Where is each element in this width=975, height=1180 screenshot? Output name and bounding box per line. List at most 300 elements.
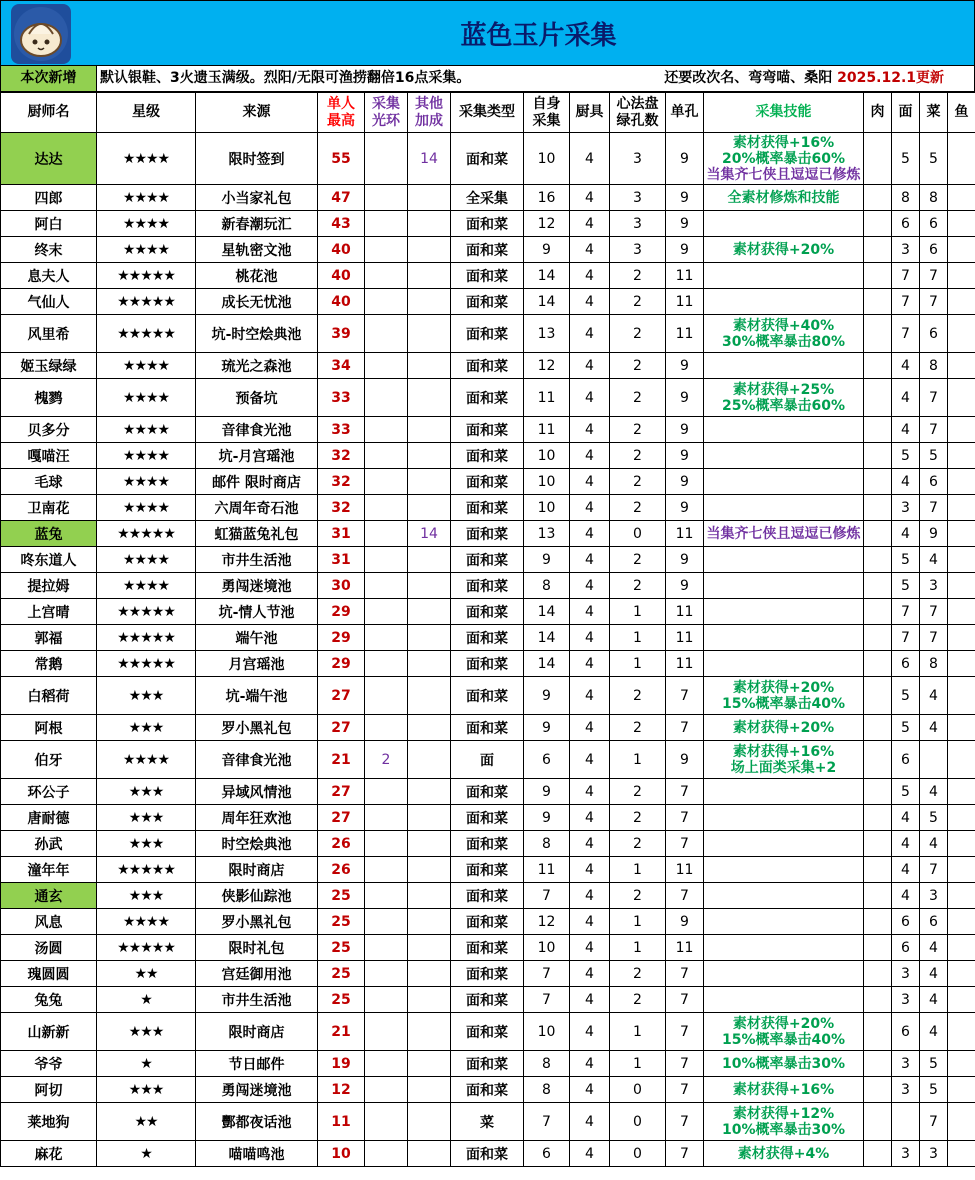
skill-line: 25%概率暴击60% xyxy=(721,397,846,414)
self-gather: 9 xyxy=(524,805,570,831)
chef-name: 阿根 xyxy=(1,715,97,741)
max-single: 25 xyxy=(318,961,365,987)
max-single: 21 xyxy=(318,1013,365,1051)
fish-value xyxy=(948,1077,975,1103)
noodle-value: 7 xyxy=(892,315,920,353)
star-rating: ★★★★★ xyxy=(97,935,196,961)
col-header: 来源 xyxy=(196,93,318,133)
gather-aura xyxy=(365,715,408,741)
self-gather: 10 xyxy=(524,469,570,495)
gather-aura xyxy=(365,443,408,469)
header-row xyxy=(1,93,975,133)
gather-skill xyxy=(704,831,864,857)
max-single: 33 xyxy=(318,417,365,443)
source: 喵喵鸣池 xyxy=(196,1141,318,1167)
noodle-value: 5 xyxy=(892,547,920,573)
meat-value xyxy=(864,495,892,521)
kitchenware: 4 xyxy=(570,1051,610,1077)
chef-name: 郭福 xyxy=(1,625,97,651)
table-row xyxy=(1,935,975,961)
noodle-value: 6 xyxy=(892,211,920,237)
max-single: 25 xyxy=(318,883,365,909)
fish-value xyxy=(948,573,975,599)
skill-line: 素材获得+20% xyxy=(732,241,835,258)
max-single: 27 xyxy=(318,779,365,805)
noodle-value: 3 xyxy=(892,495,920,521)
chef-name: 潼年年 xyxy=(1,857,97,883)
max-single: 32 xyxy=(318,495,365,521)
chef-name: 达达 xyxy=(1,133,97,185)
source: 邮件 限时商店 xyxy=(196,469,318,495)
skill-line: 素材获得+16% xyxy=(732,1081,835,1098)
green-slots: 2 xyxy=(610,443,666,469)
veg-value: 7 xyxy=(920,599,948,625)
self-gather: 9 xyxy=(524,547,570,573)
veg-value: 4 xyxy=(920,547,948,573)
gather-type: 面和菜 xyxy=(451,831,524,857)
kitchenware: 4 xyxy=(570,805,610,831)
kitchenware: 4 xyxy=(570,909,610,935)
source: 成长无忧池 xyxy=(196,289,318,315)
star-rating: ★★★★★ xyxy=(97,651,196,677)
fish-value xyxy=(948,1103,975,1141)
source: 坑-月宫瑶池 xyxy=(196,443,318,469)
source: 坑-时空烩典池 xyxy=(196,315,318,353)
fish-value xyxy=(948,831,975,857)
meat-value xyxy=(864,625,892,651)
other-bonus xyxy=(408,573,451,599)
gather-skill xyxy=(704,909,864,935)
fish-value xyxy=(948,987,975,1013)
kitchenware: 4 xyxy=(570,857,610,883)
gather-skill xyxy=(704,443,864,469)
meat-value xyxy=(864,1103,892,1141)
veg-value xyxy=(920,741,948,779)
veg-value: 4 xyxy=(920,677,948,715)
veg-value: 3 xyxy=(920,573,948,599)
star-rating: ★★★★ xyxy=(97,211,196,237)
self-gather: 7 xyxy=(524,961,570,987)
kitchenware: 4 xyxy=(570,547,610,573)
single-slot: 7 xyxy=(666,831,704,857)
gather-type: 面和菜 xyxy=(451,1051,524,1077)
veg-value: 7 xyxy=(920,495,948,521)
table-row xyxy=(1,417,975,443)
gather-type: 面和菜 xyxy=(451,573,524,599)
other-bonus xyxy=(408,547,451,573)
star-rating: ★★★★ xyxy=(97,353,196,379)
col-header: 肉 xyxy=(864,93,892,133)
star-rating: ★★★★ xyxy=(97,547,196,573)
table-row xyxy=(1,263,975,289)
source: 侠影仙踪池 xyxy=(196,883,318,909)
gather-aura xyxy=(365,831,408,857)
meat-value xyxy=(864,741,892,779)
green-slots: 2 xyxy=(610,289,666,315)
max-single: 19 xyxy=(318,1051,365,1077)
single-slot: 11 xyxy=(666,625,704,651)
veg-value: 7 xyxy=(920,625,948,651)
single-slot: 7 xyxy=(666,961,704,987)
fish-value xyxy=(948,909,975,935)
col-header: 面 xyxy=(892,93,920,133)
green-slots: 1 xyxy=(610,1051,666,1077)
col-header: 鱼 xyxy=(948,93,975,133)
kitchenware: 4 xyxy=(570,715,610,741)
fish-value xyxy=(948,1051,975,1077)
table-row xyxy=(1,237,975,263)
fish-value xyxy=(948,263,975,289)
max-single: 26 xyxy=(318,831,365,857)
gather-type: 面 xyxy=(451,741,524,779)
other-bonus xyxy=(408,289,451,315)
max-single: 33 xyxy=(318,379,365,417)
single-slot: 9 xyxy=(666,547,704,573)
noodle-value: 5 xyxy=(892,779,920,805)
single-slot: 9 xyxy=(666,133,704,185)
green-slots: 1 xyxy=(610,1013,666,1051)
skill-line: 10%概率暴击30% xyxy=(721,1121,846,1138)
fish-value xyxy=(948,547,975,573)
star-rating: ★ xyxy=(97,987,196,1013)
kitchenware: 4 xyxy=(570,987,610,1013)
fish-value xyxy=(948,353,975,379)
noodle-value: 5 xyxy=(892,677,920,715)
single-slot: 9 xyxy=(666,237,704,263)
max-single: 30 xyxy=(318,573,365,599)
meat-value xyxy=(864,573,892,599)
table-row xyxy=(1,883,975,909)
skill-line: 素材获得+16% xyxy=(732,134,835,151)
fish-value xyxy=(948,133,975,185)
gather-type: 面和菜 xyxy=(451,961,524,987)
kitchenware: 4 xyxy=(570,315,610,353)
other-bonus xyxy=(408,495,451,521)
gather-aura: 2 xyxy=(365,741,408,779)
green-slots: 1 xyxy=(610,741,666,779)
meat-value xyxy=(864,315,892,353)
source: 限时商店 xyxy=(196,857,318,883)
star-rating: ★★★★★ xyxy=(97,315,196,353)
other-bonus xyxy=(408,651,451,677)
gather-skill xyxy=(704,741,864,779)
chef-name: 麻花 xyxy=(1,1141,97,1167)
noodle-value: 5 xyxy=(892,133,920,185)
kitchenware: 4 xyxy=(570,495,610,521)
self-gather: 14 xyxy=(524,625,570,651)
other-bonus xyxy=(408,185,451,211)
star-rating: ★★★★ xyxy=(97,909,196,935)
fish-value xyxy=(948,315,975,353)
other-bonus xyxy=(408,857,451,883)
gather-aura xyxy=(365,961,408,987)
source: 勇闯迷境池 xyxy=(196,1077,318,1103)
veg-value: 7 xyxy=(920,289,948,315)
gather-aura xyxy=(365,379,408,417)
other-bonus xyxy=(408,715,451,741)
gather-type: 面和菜 xyxy=(451,883,524,909)
veg-value: 7 xyxy=(920,1103,948,1141)
max-single: 31 xyxy=(318,547,365,573)
gather-skill xyxy=(704,211,864,237)
gather-type: 面和菜 xyxy=(451,495,524,521)
green-slots: 2 xyxy=(610,779,666,805)
single-slot: 9 xyxy=(666,443,704,469)
chef-name: 卫南花 xyxy=(1,495,97,521)
fish-value xyxy=(948,211,975,237)
kitchenware: 4 xyxy=(570,1103,610,1141)
fish-value xyxy=(948,379,975,417)
kitchenware: 4 xyxy=(570,831,610,857)
fish-value xyxy=(948,1013,975,1051)
col-header: 厨具 xyxy=(570,93,610,133)
veg-value: 5 xyxy=(920,443,948,469)
source: 限时签到 xyxy=(196,133,318,185)
veg-value: 7 xyxy=(920,857,948,883)
fish-value xyxy=(948,741,975,779)
green-slots: 2 xyxy=(610,417,666,443)
fish-value xyxy=(948,677,975,715)
single-slot: 9 xyxy=(666,379,704,417)
green-slots: 0 xyxy=(610,1141,666,1167)
other-bonus xyxy=(408,961,451,987)
meat-value xyxy=(864,1141,892,1167)
noodle-value: 6 xyxy=(892,1013,920,1051)
source: 月宫瑶池 xyxy=(196,651,318,677)
other-bonus xyxy=(408,741,451,779)
meat-value xyxy=(864,379,892,417)
gather-skill xyxy=(704,417,864,443)
chef-name: 风息 xyxy=(1,909,97,935)
green-slots: 2 xyxy=(610,573,666,599)
green-slots: 3 xyxy=(610,211,666,237)
gather-aura xyxy=(365,353,408,379)
kitchenware: 4 xyxy=(570,237,610,263)
other-bonus xyxy=(408,883,451,909)
table-row xyxy=(1,469,975,495)
source: 时空烩典池 xyxy=(196,831,318,857)
gather-type: 面和菜 xyxy=(451,547,524,573)
green-slots: 1 xyxy=(610,651,666,677)
table-row xyxy=(1,185,975,211)
star-rating: ★★★ xyxy=(97,677,196,715)
table-row xyxy=(1,443,975,469)
green-slots: 2 xyxy=(610,495,666,521)
skill-line: 15%概率暴击40% xyxy=(721,695,846,712)
gather-aura xyxy=(365,521,408,547)
noodle-value: 4 xyxy=(892,857,920,883)
meat-value xyxy=(864,417,892,443)
page-title: 蓝色玉片采集 xyxy=(460,21,617,51)
meat-value xyxy=(864,521,892,547)
gather-skill xyxy=(704,263,864,289)
table-row xyxy=(1,909,975,935)
max-single: 34 xyxy=(318,353,365,379)
source: 琉光之森池 xyxy=(196,353,318,379)
gather-skill xyxy=(704,315,864,353)
other-bonus xyxy=(408,625,451,651)
skill-line: 素材获得+4% xyxy=(737,1145,830,1162)
green-slots: 2 xyxy=(610,469,666,495)
veg-value: 6 xyxy=(920,237,948,263)
kitchenware: 4 xyxy=(570,935,610,961)
chef-name: 白稻荷 xyxy=(1,677,97,715)
fish-value xyxy=(948,521,975,547)
gather-aura xyxy=(365,1141,408,1167)
kitchenware: 4 xyxy=(570,289,610,315)
green-slots: 1 xyxy=(610,857,666,883)
single-slot: 7 xyxy=(666,715,704,741)
noodle-value: 3 xyxy=(892,1141,920,1167)
single-slot: 11 xyxy=(666,651,704,677)
meat-value xyxy=(864,651,892,677)
gather-skill xyxy=(704,547,864,573)
meat-value xyxy=(864,677,892,715)
max-single: 47 xyxy=(318,185,365,211)
chef-name: 提拉姆 xyxy=(1,573,97,599)
single-slot: 7 xyxy=(666,805,704,831)
green-slots: 2 xyxy=(610,547,666,573)
gather-type: 面和菜 xyxy=(451,443,524,469)
fish-value xyxy=(948,961,975,987)
self-gather: 10 xyxy=(524,1013,570,1051)
fish-value xyxy=(948,1141,975,1167)
source: 市井生活池 xyxy=(196,547,318,573)
skill-line: 素材获得+25% xyxy=(732,381,835,398)
max-single: 26 xyxy=(318,857,365,883)
chef-name: 风里希 xyxy=(1,315,97,353)
single-slot: 11 xyxy=(666,263,704,289)
green-slots: 1 xyxy=(610,935,666,961)
meat-value xyxy=(864,935,892,961)
max-single: 21 xyxy=(318,741,365,779)
col-header: 心法盘 绿孔数 xyxy=(610,93,666,133)
gather-type: 面和菜 xyxy=(451,263,524,289)
chef-name: 槐鹨 xyxy=(1,379,97,417)
chef-name: 瑰圆圆 xyxy=(1,961,97,987)
self-gather: 10 xyxy=(524,133,570,185)
veg-value: 4 xyxy=(920,987,948,1013)
source: 音律食光池 xyxy=(196,741,318,779)
table-row xyxy=(1,1141,975,1167)
other-bonus: 14 xyxy=(408,521,451,547)
source: 酆都夜话池 xyxy=(196,1103,318,1141)
gather-aura xyxy=(365,237,408,263)
self-gather: 7 xyxy=(524,883,570,909)
skill-line: 30%概率暴击80% xyxy=(721,333,846,350)
max-single: 27 xyxy=(318,805,365,831)
gather-aura xyxy=(365,315,408,353)
gather-type: 面和菜 xyxy=(451,1013,524,1051)
star-rating: ★ xyxy=(97,1141,196,1167)
star-rating: ★★ xyxy=(97,1103,196,1141)
gather-skill xyxy=(704,1077,864,1103)
skill-line: 20%概率暴击60% xyxy=(721,150,846,167)
gather-type: 面和菜 xyxy=(451,417,524,443)
skill-line: 素材获得+16% xyxy=(732,743,835,760)
source: 音律食光池 xyxy=(196,417,318,443)
other-bonus xyxy=(408,1103,451,1141)
kitchenware: 4 xyxy=(570,263,610,289)
gather-aura xyxy=(365,211,408,237)
gather-skill xyxy=(704,237,864,263)
star-rating: ★★★ xyxy=(97,779,196,805)
meat-value xyxy=(864,1051,892,1077)
kitchenware: 4 xyxy=(570,573,610,599)
max-single: 25 xyxy=(318,909,365,935)
source: 罗小黑礼包 xyxy=(196,909,318,935)
kitchenware: 4 xyxy=(570,379,610,417)
gather-skill xyxy=(704,289,864,315)
col-header: 菜 xyxy=(920,93,948,133)
max-single: 27 xyxy=(318,677,365,715)
source: 限时商店 xyxy=(196,1013,318,1051)
green-slots: 2 xyxy=(610,677,666,715)
chef-name: 伯牙 xyxy=(1,741,97,779)
other-bonus xyxy=(408,599,451,625)
star-rating: ★★★★ xyxy=(97,133,196,185)
single-slot: 7 xyxy=(666,1013,704,1051)
single-slot: 9 xyxy=(666,353,704,379)
chef-name: 上宫晴 xyxy=(1,599,97,625)
gather-aura xyxy=(365,935,408,961)
noodle-value: 3 xyxy=(892,987,920,1013)
star-rating: ★★★★★ xyxy=(97,263,196,289)
self-gather: 6 xyxy=(524,1141,570,1167)
source: 周年狂欢池 xyxy=(196,805,318,831)
gather-skill xyxy=(704,185,864,211)
gather-type: 面和菜 xyxy=(451,353,524,379)
other-bonus xyxy=(408,237,451,263)
other-bonus xyxy=(408,211,451,237)
kitchenware: 4 xyxy=(570,741,610,779)
source: 罗小黑礼包 xyxy=(196,715,318,741)
table-row xyxy=(1,599,975,625)
self-gather: 12 xyxy=(524,909,570,935)
skill-line: 15%概率暴击40% xyxy=(721,1031,846,1048)
table-row xyxy=(1,779,975,805)
meat-value xyxy=(864,547,892,573)
source: 坑-端午池 xyxy=(196,677,318,715)
table-row xyxy=(1,1051,975,1077)
gather-skill xyxy=(704,935,864,961)
chef-name: 兔兔 xyxy=(1,987,97,1013)
gather-skill xyxy=(704,599,864,625)
table-row xyxy=(1,547,975,573)
single-slot: 9 xyxy=(666,495,704,521)
gather-skill xyxy=(704,1141,864,1167)
gather-aura xyxy=(365,133,408,185)
gather-aura xyxy=(365,987,408,1013)
gather-skill xyxy=(704,625,864,651)
notice-right-text: 还要改次名、弯弯喵、桑阳 xyxy=(664,70,833,86)
gather-skill xyxy=(704,133,864,185)
table-row xyxy=(1,741,975,779)
self-gather: 9 xyxy=(524,677,570,715)
gather-type: 面和菜 xyxy=(451,379,524,417)
noodle-value: 3 xyxy=(892,1051,920,1077)
gather-type: 面和菜 xyxy=(451,625,524,651)
max-single: 29 xyxy=(318,599,365,625)
table-row xyxy=(1,805,975,831)
kitchenware: 4 xyxy=(570,353,610,379)
other-bonus xyxy=(408,315,451,353)
self-gather: 6 xyxy=(524,741,570,779)
gather-type: 面和菜 xyxy=(451,857,524,883)
gather-type: 面和菜 xyxy=(451,779,524,805)
other-bonus xyxy=(408,263,451,289)
veg-value: 8 xyxy=(920,353,948,379)
